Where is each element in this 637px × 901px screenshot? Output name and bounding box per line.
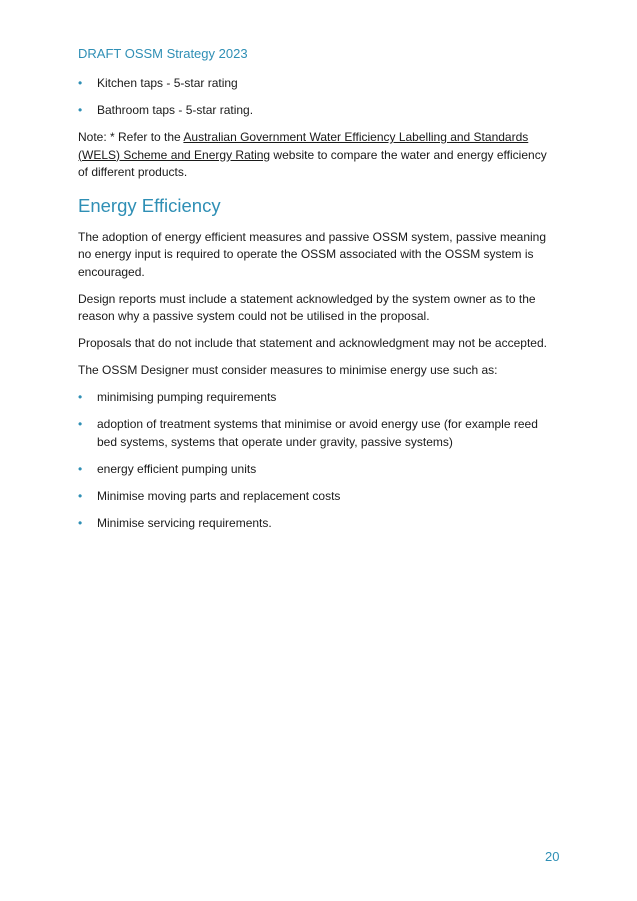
list-item-text: Kitchen taps - 5-star rating	[97, 76, 238, 90]
running-header: DRAFT OSSM Strategy 2023	[78, 46, 248, 61]
note-prefix: Note: * Refer to the	[78, 130, 184, 144]
energy-measures-list	[78, 389, 558, 532]
list-item-text: minimising pumping requirements	[97, 390, 277, 404]
list-item	[78, 75, 558, 93]
body-paragraph: Design reports must include a statement acknowledged by the system owner as to the reason why a passive system could not be utilised in the proposal.	[78, 291, 536, 323]
body-paragraph: Proposals that do not include that statement and acknowledgment may not be accepted.	[78, 336, 547, 350]
bullet-icon: •	[78, 515, 83, 530]
body-paragraph: The OSSM Designer must consider measures to minimise energy use such as:	[78, 363, 498, 377]
bullet-icon: •	[78, 461, 83, 476]
bullet-icon: •	[78, 488, 83, 503]
bullet-icon: •	[78, 103, 83, 117]
list-item-text: Minimise moving parts and replacement costs	[97, 488, 341, 503]
wels-scheme-link[interactable]: Australian Government Water Efficiency Labelling and Standards (WELS) Scheme and Energy Rating	[78, 130, 529, 162]
list-item-text: Bathroom taps - 5-star rating.	[97, 103, 254, 117]
section-heading: Energy Efficiency	[78, 194, 221, 216]
list-item	[78, 416, 558, 451]
page-content	[78, 75, 558, 542]
list-item	[78, 488, 558, 506]
list-item	[78, 515, 558, 533]
body-paragraph: The adoption of energy efficient measures and passive OSSM system, passive meaning no energy input is required to operate the OSSM associated with the OSSM system is encouraged.	[78, 229, 547, 279]
list-item	[78, 461, 558, 479]
bullet-icon: •	[78, 417, 83, 431]
note-suffix: website to compare the water and energy efficiency of different products.	[78, 147, 547, 179]
list-item	[78, 389, 558, 407]
page-number: 20	[545, 849, 560, 864]
list-item-text: energy efficient pumping units	[97, 461, 257, 476]
note-paragraph	[78, 129, 558, 182]
intro-bullet-list	[78, 75, 558, 120]
bullet-icon: •	[78, 76, 83, 90]
list-item	[78, 102, 558, 120]
list-item-text: Minimise servicing requirements.	[97, 515, 272, 530]
bullet-icon: •	[78, 390, 83, 404]
list-item-text: adoption of treatment systems that minimise or avoid energy use (for example reed bed systems, systems that operate under gravity, passive systems)	[97, 417, 538, 449]
